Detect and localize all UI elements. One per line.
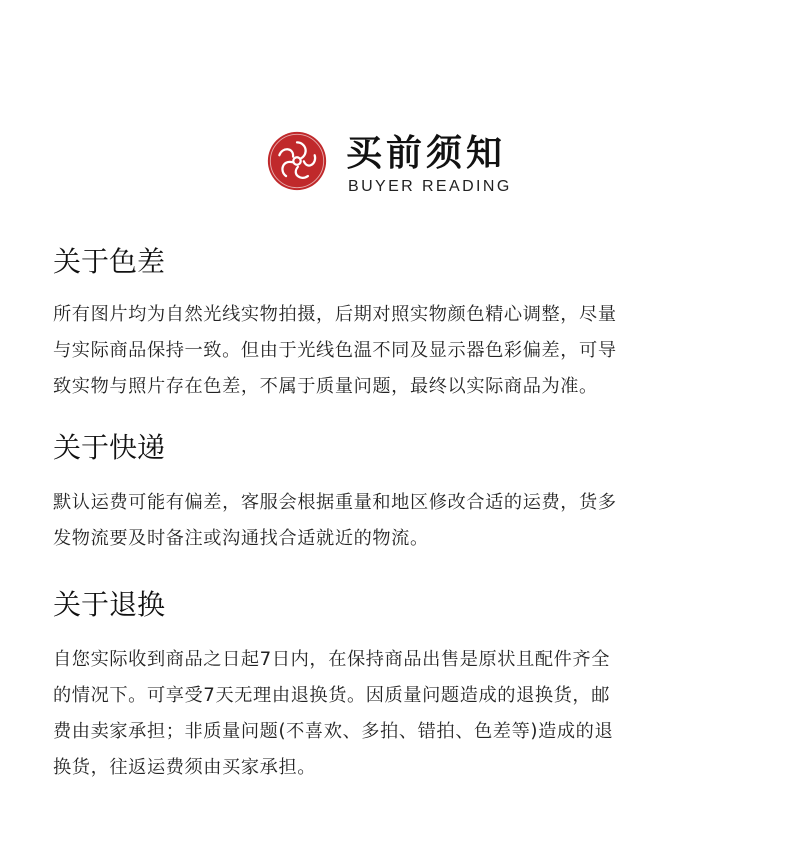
- page-header: [264, 128, 524, 198]
- section-body: [53, 485, 753, 557]
- section-color-difference: [53, 242, 753, 405]
- flower-logo-icon: [266, 130, 328, 192]
- body-line: 发物流要及时备注或沟通找合适就近的物流。: [53, 528, 429, 549]
- page-subtitle: BUYER READING: [348, 178, 512, 195]
- body-line: 与实际商品保持一致。但由于光线色温不同及显示器色彩偏差，可导: [53, 340, 617, 361]
- section-heading: 关于快递: [53, 431, 166, 464]
- page-title: 买前须知: [346, 132, 507, 174]
- section-returns: [53, 585, 753, 786]
- section-shipping: [53, 428, 753, 557]
- body-line: 所有图片均为自然光线实物拍摄，后期对照实物颜色精心调整，尽量: [53, 304, 617, 325]
- section-heading: 关于退换: [53, 588, 166, 621]
- section-body: [53, 297, 753, 405]
- body-line: 致实物与照片存在色差，不属于质量问题，最终以实际商品为准。: [53, 376, 598, 397]
- section-heading: 关于色差: [53, 245, 166, 278]
- section-body: [53, 642, 753, 786]
- body-line: 费由卖家承担；非质量问题(不喜欢、多拍、错拍、色差等)造成的退: [53, 721, 614, 742]
- body-line: 换货，往返运费须由买家承担。: [53, 757, 317, 778]
- body-line: 自您实际收到商品之日起7日内，在保持商品出售是原状且配件齐全: [53, 649, 611, 670]
- body-line: 默认运费可能有偏差，客服会根据重量和地区修改合适的运费，货多: [53, 492, 617, 513]
- body-line: 的情况下。可享受7天无理由退换货。因质量问题造成的退换货，邮: [53, 685, 611, 706]
